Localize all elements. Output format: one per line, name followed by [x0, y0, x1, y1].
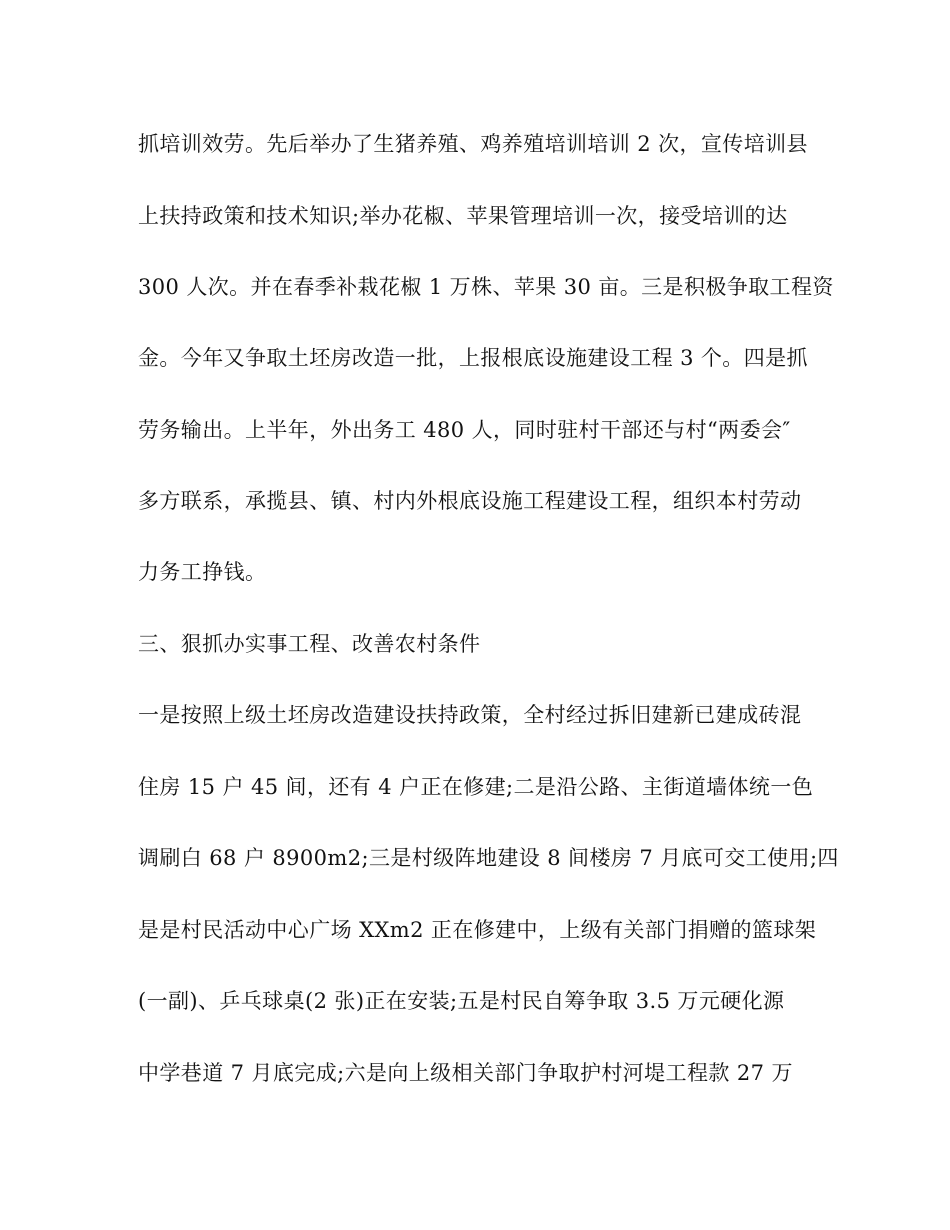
paragraph-line: 上扶持政策和技术知识;举办花椒、苹果管理培训一次，接受培训的达	[138, 204, 788, 228]
paragraph-line: 300 人次。并在春季补栽花椒 1 万株、苹果 30 亩。三是积极争取工程资	[138, 275, 834, 299]
paragraph-line: 住房 15 户 45 间，还有 4 户正在修建;二是沿公路、主街道墙体统一色	[138, 775, 814, 799]
paragraph-line: 劳务输出。上半年，外出务工 480 人，同时驻村干部还与村“两委会″	[138, 418, 791, 442]
paragraph-line: 一是按照上级土坯房改造建设扶持政策，全村经过拆旧建新已建成砖混	[138, 703, 802, 727]
paragraph-line: 调刷白 68 户 8900m2;三是村级阵地建设 8 间楼房 7 月底可交工使用;四	[138, 846, 839, 870]
paragraph-line: (一副)、乒乓球桌(2 张)正在安装;五是村民自筹争取 3.5 万元硬化源	[138, 989, 785, 1013]
paragraph-line: 抓培训效劳。先后举办了生猪养殖、鸡养殖培训培训 2 次，宣传培训县	[138, 132, 808, 156]
paragraph-line: 力务工挣钱。	[138, 560, 267, 584]
paragraph-line: 是是村民活动中心广场 XXm2 正在修建中，上级有关部门捐赠的篮球架	[138, 918, 817, 942]
section-heading: 三、狠抓办实事工程、改善农村条件	[138, 632, 481, 656]
paragraph-line: 中学巷道 7 月底完成;六是向上级相关部门争取护村河堤工程款 27 万	[138, 1061, 793, 1085]
paragraph-line: 金。今年又争取土坯房改造一批，上报根底设施建设工程 3 个。四是抓	[138, 346, 808, 370]
paragraph-line: 多方联系，承揽县、镇、村内外根底设施工程建设工程，组织本村劳动	[138, 489, 802, 513]
